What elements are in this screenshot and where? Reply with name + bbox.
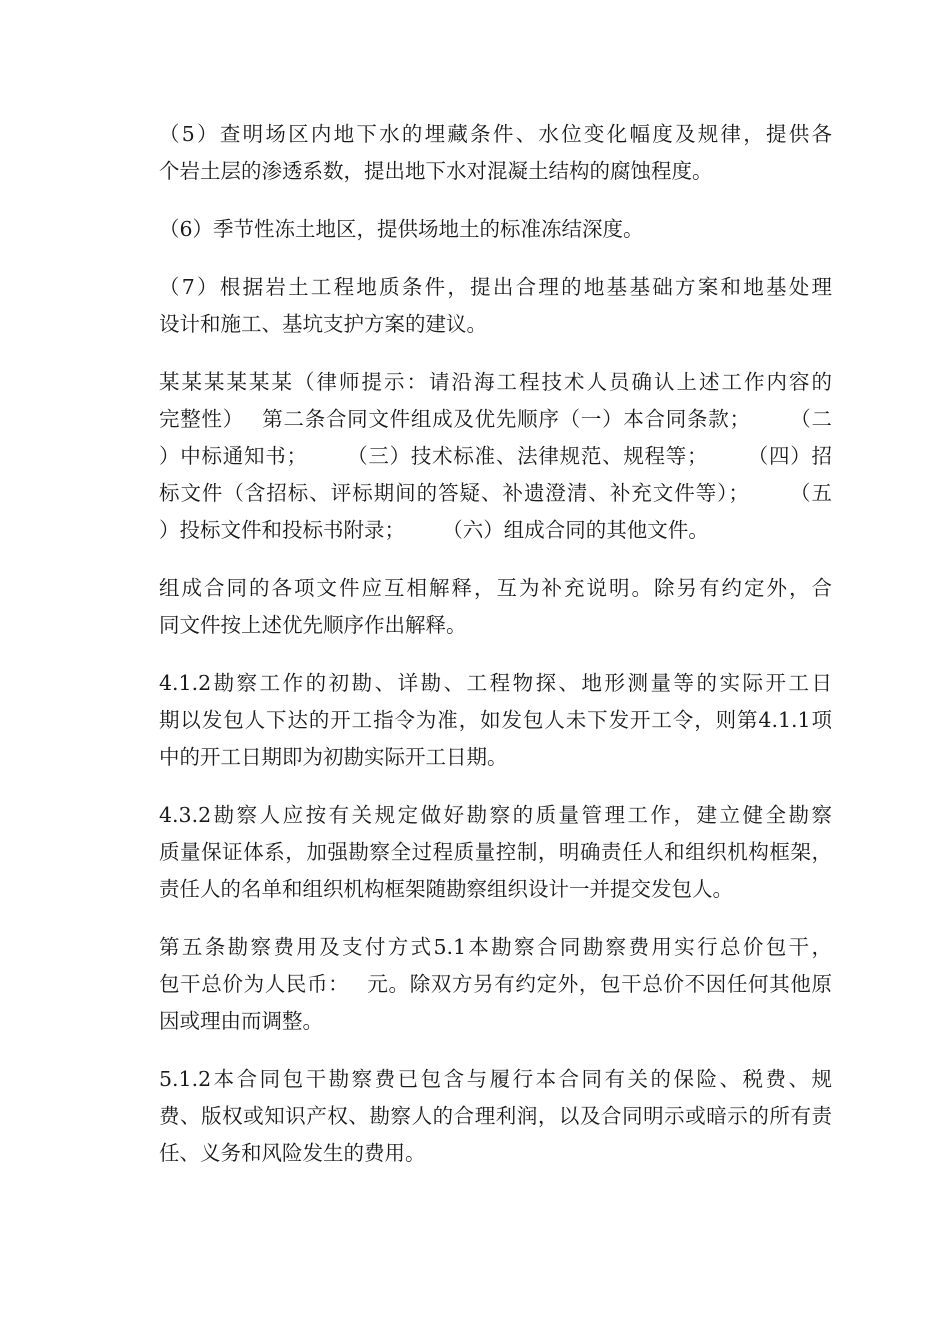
text-line: （6）季节性冻土地区，提供场地土的标准冻结深度。: [159, 217, 644, 241]
text-line: （5）查明场区内地下水的埋藏条件、水位变化幅度及规律，提供各: [159, 122, 832, 146]
text-line: 期以发包人下达的开工指令为准，如发包人未下发开工令，则第4.1.1项: [159, 708, 832, 732]
text-line: 费、版权或知识产权、勘察人的合理利润，以及合同明示或暗示的所有责: [159, 1104, 832, 1128]
paragraph-item-7: [116, 269, 832, 343]
paragraph-clause-5-1-2: [116, 1061, 832, 1172]
text-line: 标文件（含招标、评标期间的答疑、补遗澄清、补充文件等）； （五: [159, 481, 832, 505]
text-line: 责任人的名单和组织机构框架随勘察组织设计一并提交发包人。: [159, 877, 733, 901]
text-line: 任、义务和风险发生的费用。: [159, 1141, 426, 1165]
text-line: 完整性） 第二条合同文件组成及优先顺序（一）本合同条款； （二: [159, 407, 832, 431]
paragraph-interpretation: [116, 570, 832, 644]
text-line: 设计和施工、基坑支护方案的建议。: [159, 312, 487, 336]
text-line: 中的开工日期即为初勘实际开工日期。: [159, 745, 508, 769]
paragraph-contract-documents: [116, 364, 832, 549]
text-line: 质量保证体系，加强勘察全过程质量控制，明确责任人和组织机构框架，: [159, 840, 832, 864]
text-line: 因或理由而调整。: [159, 1009, 323, 1033]
text-line: 5.1.2本合同包干勘察费已包含与履行本合同有关的保险、税费、规: [159, 1067, 832, 1091]
text-line: 个岩土层的渗透系数，提出地下水对混凝土结构的腐蚀程度。: [159, 159, 713, 183]
paragraph-item-5: [116, 116, 832, 190]
text-line: 组成合同的各项文件应互相解释，互为补充说明。除另有约定外，合: [159, 576, 832, 600]
text-line: ）中标通知书； （三）技术标准、法律规范、规程等； （四）招: [159, 444, 832, 468]
paragraph-clause-4-1-2: [116, 665, 832, 776]
paragraph-clause-4-3-2: [116, 797, 832, 908]
text-line: 同文件按上述优先顺序作出解释。: [159, 613, 467, 637]
text-line: 某某某某某某（律师提示：请沿海工程技术人员确认上述工作内容的: [159, 370, 832, 394]
text-line: ）投标文件和投标书附录； （六）组成合同的其他文件。: [159, 518, 709, 542]
text-line: （7）根据岩土工程地质条件，提出合理的地基基础方案和地基处理: [159, 275, 832, 299]
text-line: 4.3.2勘察人应按有关规定做好勘察的质量管理工作，建立健全勘察: [159, 803, 832, 827]
text-line: 包干总价为人民币： 元。除双方另有约定外，包干总价不因任何其他原: [159, 972, 832, 996]
text-line: 第五条勘察费用及支付方式5.1本勘察合同勘察费用实行总价包干，: [159, 935, 832, 959]
paragraph-article-5: [116, 929, 832, 1040]
paragraph-item-6: [116, 211, 832, 248]
text-line: 4.1.2勘察工作的初勘、详勘、工程物探、地形测量等的实际开工日: [159, 671, 832, 695]
document-page: [116, 116, 832, 1193]
